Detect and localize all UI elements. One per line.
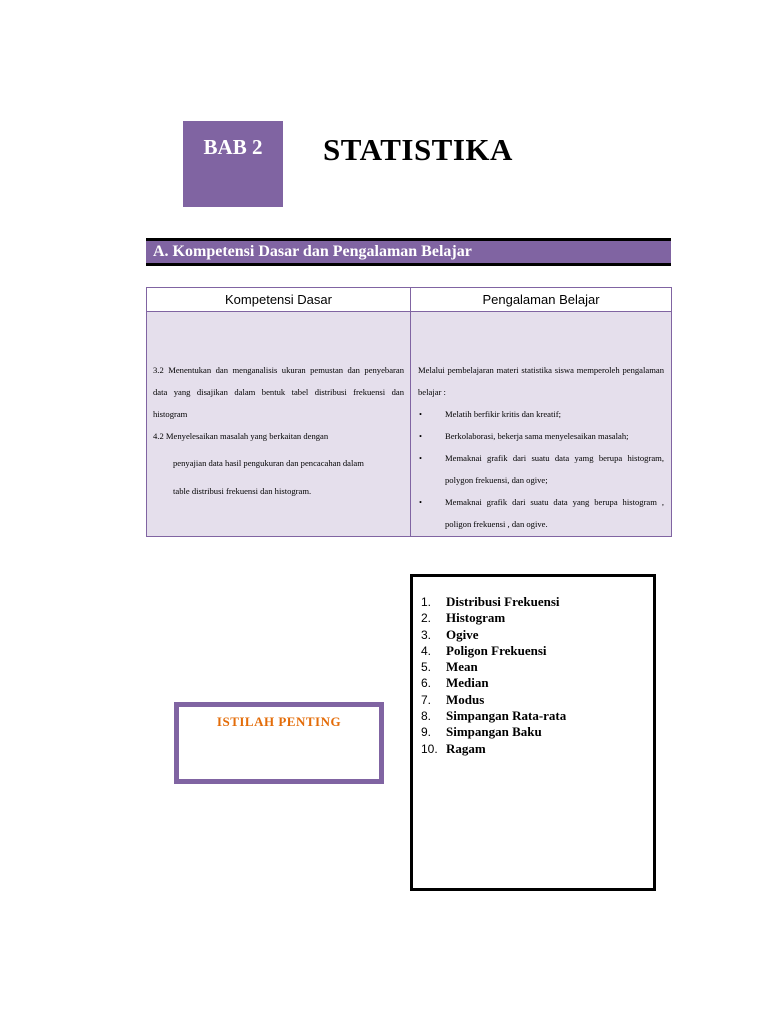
list-item: • Memaknai grafik dari suatu data yamg berupa histogram, polygon frekuensi, dan ogive;	[418, 447, 664, 491]
chapter-badge	[183, 121, 283, 207]
terms-list	[421, 594, 566, 757]
header-pengalaman-belajar: Pengalaman Belajar	[411, 288, 671, 312]
list-item: 9. Simpangan Baku	[421, 724, 542, 740]
list-item: 1. Distribusi Frekuensi	[421, 594, 560, 609]
kompetensi-4-2-line3: table distribusi frekuensi dan histogram.	[173, 486, 312, 496]
kompetensi-4-2-line2: penyajian data hasil pengukuran dan pencacahan dalam	[173, 458, 364, 468]
istilah-penting-label: ISTILAH PENTING	[216, 714, 342, 729]
header-kompetensi-dasar: Kompetensi Dasar	[147, 288, 411, 312]
chapter-label: BAB 2	[203, 135, 263, 159]
competency-table	[146, 287, 672, 537]
cell-pengalaman-belajar	[411, 312, 671, 536]
list-item: • Melatih berfikir kritis dan kreatif;	[418, 403, 664, 425]
bullet-icon: •	[419, 409, 423, 419]
bullet-icon: •	[419, 431, 423, 441]
istilah-penting-box	[174, 702, 384, 784]
list-item: • Berkolaborasi, bekerja sama menyelesaikan masalah;	[418, 425, 664, 447]
list-item: 8. Simpangan Rata-rata	[421, 708, 567, 724]
list-item: 6. Median	[421, 675, 489, 691]
section-title: A. Kompetensi Dasar dan Pengalaman Belajar	[153, 243, 472, 260]
bullet-icon: •	[419, 497, 423, 507]
cell-kompetensi-dasar	[147, 312, 411, 536]
list-item: 10. Ragam	[421, 740, 486, 756]
pengalaman-intro: Melalui pembelajaran materi statistika siswa memperoleh pengalaman belajar :	[418, 365, 664, 397]
list-item: • Memaknai grafik dari suatu data yang berupa histogram , poligon frekuensi , dan ogive.	[418, 491, 664, 535]
list-item: 5. Mean	[421, 659, 478, 675]
list-item: 3. Ogive	[421, 626, 479, 642]
bullet-icon: •	[419, 453, 423, 463]
kompetensi-3-2: 3.2 Menentukan dan menganalisis ukuran pemustan dan penyebaran data yang disajikan dalam bentuk tabel distribusi frekuensi dan histogram	[153, 365, 404, 419]
section-header	[146, 238, 671, 266]
page-title: STATISTIKA	[323, 132, 513, 167]
list-item: 7. Modus	[421, 691, 485, 707]
kompetensi-4-2: 4.2 Menyelesaikan masalah yang berkaitan dengan	[153, 431, 329, 441]
list-item: 4. Poligon Frekuensi	[421, 642, 547, 658]
list-item: 2. Histogram	[421, 610, 506, 626]
terms-box	[410, 574, 656, 891]
